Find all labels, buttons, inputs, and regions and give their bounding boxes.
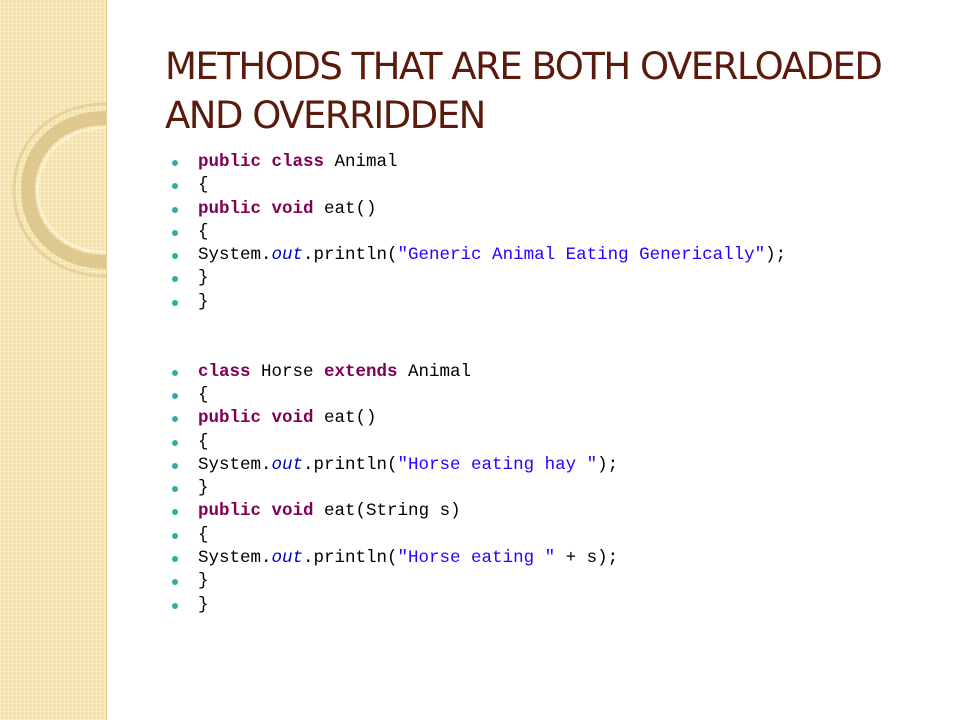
code-line-16: System.out.println("Horse eating " + s); xyxy=(170,547,786,570)
bullet-icon xyxy=(172,486,178,492)
code-line-5: System.out.println("Generic Animal Eating Generically"); xyxy=(170,244,786,267)
bullet-icon xyxy=(172,579,178,585)
code-line-6: } xyxy=(170,267,786,290)
bullet-icon xyxy=(172,440,178,446)
code-line-1: public class Animal xyxy=(170,151,786,174)
bullet-icon xyxy=(172,603,178,609)
code-listing xyxy=(170,151,786,617)
code-line-18: } xyxy=(170,594,786,617)
code-line-12: System.out.println("Horse eating hay "); xyxy=(170,454,786,477)
bullet-icon xyxy=(172,207,178,213)
code-line-4: { xyxy=(170,221,786,244)
code-line-9: { xyxy=(170,384,786,407)
code-line-8: class Horse extends Animal xyxy=(170,361,786,384)
code-line-7: } xyxy=(170,291,786,314)
bullet-icon xyxy=(172,253,178,259)
code-line-blank xyxy=(170,314,786,337)
decorative-side-panel xyxy=(0,0,107,720)
code-line-17: } xyxy=(170,570,786,593)
code-line-10: public void eat() xyxy=(170,407,786,430)
bullet-icon xyxy=(172,509,178,515)
slide-title: METHODS THAT ARE BOTH OVERLOADED AND OVERRIDDEN xyxy=(165,45,882,137)
code-line-13: } xyxy=(170,477,786,500)
bullet-icon xyxy=(172,416,178,422)
bullet-icon xyxy=(172,300,178,306)
bullet-icon xyxy=(172,276,178,282)
code-line-2: { xyxy=(170,174,786,197)
code-line-15: { xyxy=(170,524,786,547)
bullet-icon xyxy=(172,230,178,236)
code-line-blank xyxy=(170,337,786,360)
bullet-icon xyxy=(172,556,178,562)
ring-decoration-icon xyxy=(0,0,106,720)
bullet-icon xyxy=(172,370,178,376)
bullet-icon xyxy=(172,533,178,539)
code-line-14: public void eat(String s) xyxy=(170,500,786,523)
bullet-icon xyxy=(172,393,178,399)
bullet-icon xyxy=(172,463,178,469)
code-line-11: { xyxy=(170,431,786,454)
code-line-3: public void eat() xyxy=(170,198,786,221)
bullet-icon xyxy=(172,160,178,166)
bullet-icon xyxy=(172,183,178,189)
